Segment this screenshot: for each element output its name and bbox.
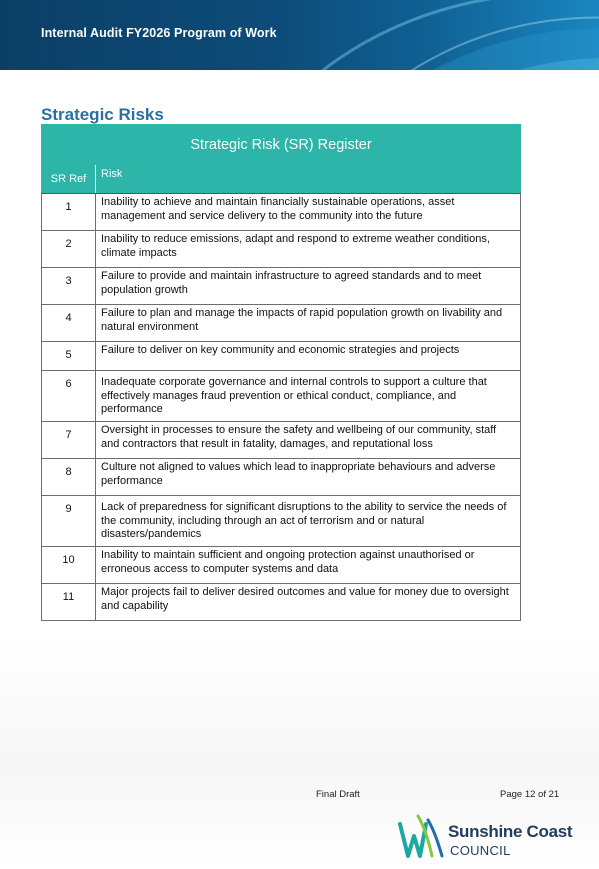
sr-ref-cell: 11 (42, 584, 96, 621)
column-header-risk: Risk (96, 165, 521, 194)
header-swirl-graphic (299, 0, 599, 70)
table-row (42, 268, 521, 305)
risk-cell: Failure to provide and maintain infrastructure to agreed standards and to meet population growth (96, 268, 521, 305)
table-row (42, 459, 521, 496)
column-header-sr-ref: SR Ref (42, 165, 96, 194)
sr-ref-cell: 6 (42, 371, 96, 422)
sr-ref-cell: 4 (42, 305, 96, 342)
table-row (42, 342, 521, 371)
risk-cell: Inability to maintain sufficient and ongoing protection against unauthorised or erroneous access to computer systems and data (96, 547, 521, 584)
table-row (42, 231, 521, 268)
logo-name: Sunshine Coast (448, 822, 573, 841)
table-row (42, 496, 521, 547)
table-row (42, 305, 521, 342)
header-banner (0, 0, 599, 70)
risk-cell: Failure to deliver on key community and economic strategies and projects (96, 342, 521, 371)
risk-cell: Inability to reduce emissions, adapt and respond to extreme weather conditions, climate impacts (96, 231, 521, 268)
risk-cell: Culture not aligned to values which lead to inappropriate behaviours and adverse performance (96, 459, 521, 496)
sr-ref-cell: 8 (42, 459, 96, 496)
risk-cell: Lack of preparedness for significant disruptions to the ability to service the needs of the community, including through an act of terrorism and or natural disasters/pandemics (96, 496, 521, 547)
document-status: Final Draft (316, 789, 360, 800)
council-logo (398, 812, 598, 864)
page-number: Page 12 of 21 (500, 789, 560, 800)
sr-ref-cell: 1 (42, 194, 96, 231)
table-row (42, 371, 521, 422)
sr-ref-cell: 2 (42, 231, 96, 268)
sr-ref-cell: 5 (42, 342, 96, 371)
section-heading: Strategic Risks (41, 105, 164, 124)
table-row (42, 422, 521, 459)
risk-cell: Inability to achieve and maintain financially sustainable operations, asset management and service delivery to the community into the future (96, 194, 521, 231)
sr-ref-cell: 3 (42, 268, 96, 305)
wave-logo-icon (398, 812, 446, 862)
table-title: Strategic Risk (SR) Register (42, 125, 521, 165)
sr-ref-cell: 10 (42, 547, 96, 584)
risk-cell: Failure to plan and manage the impacts of rapid population growth on livability and natural environment (96, 305, 521, 342)
logo-subtitle: COUNCIL (450, 843, 511, 858)
risk-cell: Inadequate corporate governance and internal controls to support a culture that effectively manages fraud prevention or ethical conduct, compliance, and performance (96, 371, 521, 422)
table-row (42, 194, 521, 231)
sr-ref-cell: 9 (42, 496, 96, 547)
document-title: Internal Audit FY2026 Program of Work (41, 26, 277, 40)
table-row (42, 547, 521, 584)
sr-ref-cell: 7 (42, 422, 96, 459)
table-row (42, 584, 521, 621)
risk-cell: Oversight in processes to ensure the safety and wellbeing of our community, staff and contractors that result in fatality, damages, and reputational loss (96, 422, 521, 459)
strategic-risk-register-table (41, 124, 521, 621)
risk-cell: Major projects fail to deliver desired outcomes and value for money due to oversight and capability (96, 584, 521, 621)
